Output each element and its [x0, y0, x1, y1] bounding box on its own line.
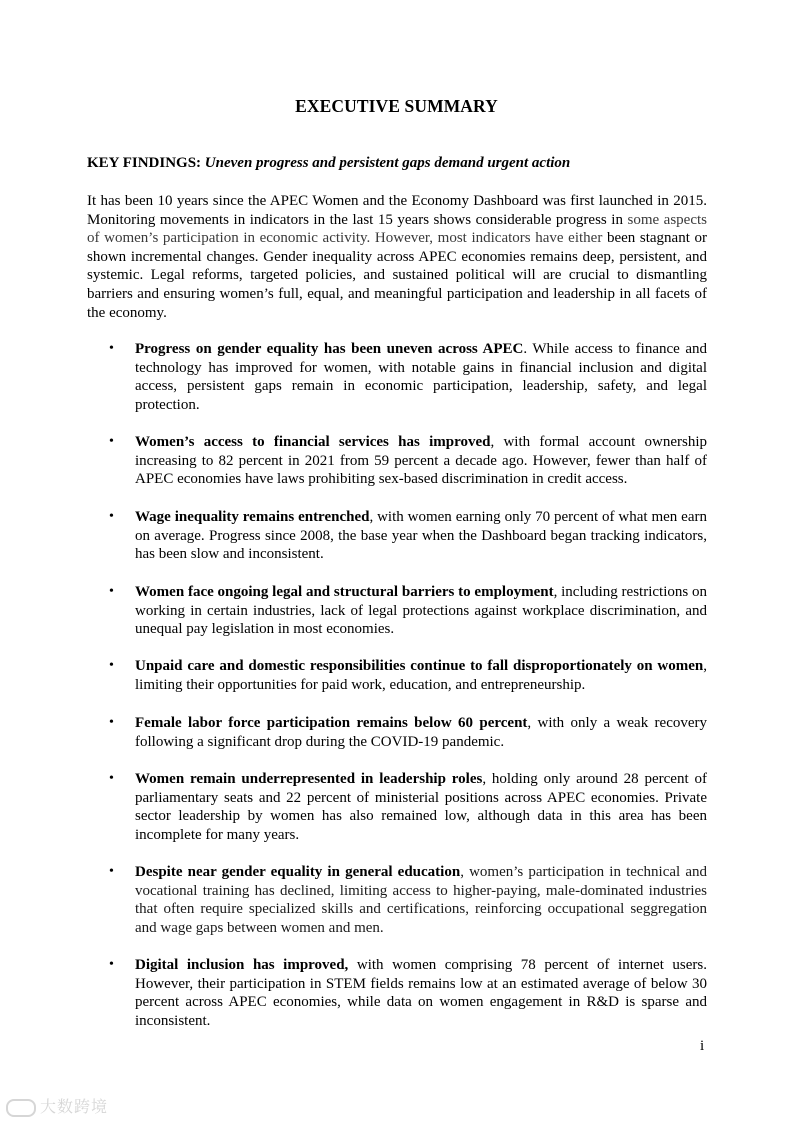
watermark: [6, 1094, 108, 1117]
finding-heading: Women face ongoing legal and structural barriers to employment: [135, 584, 554, 600]
finding-heading: Unpaid care and domestic responsibilities continue to fall disproportionately on women: [135, 658, 704, 674]
bullet-icon: •: [109, 658, 114, 673]
finding-heading: Women’s access to financial services has improved: [135, 434, 491, 450]
intro-text-2: some aspects of women’s participation in economic activity. However, most indicators have either: [87, 211, 707, 247]
intro-text-3: been stagnant or shown incremental changes. Gender inequality across APEC economies remains deep, persistent, and systemic. Legal reforms, targeted policies, and sustained political will are crucial to dismantling barriers and ensuring women’s full, equal, and meaningful participation and leadership in all facets of the economy.: [87, 230, 707, 321]
finding-text: , holding only around 28 percent of parliamentary seats and 22 percent of ministerial positions across APEC economies. Private sector leadership by women has also remained low, although data in this area has been incomplete for many years.: [135, 771, 707, 843]
intro-text-1: It has been 10 years since the APEC Women and the Economy Dashboard was first launched in 2015. Monitoring movements in indicators in the last 15 years shows considerable progress in: [87, 193, 707, 228]
finding-text: with women comprising 78 percent of internet users. However, their participation in STEM fields remains low at an estimated average of below 30 percent across APEC economies, while data on women engagement in R&D is sparse and inconsistent.: [135, 957, 707, 1029]
finding-text: , with only a weak recovery following a significant drop during the COVID-19 pandemic.: [135, 715, 708, 750]
finding-text: , women’s participation in technical and vocational training has declined, limiting access to higher-paying, male-dominated industries that often require specialized skills and certifications, reinforcing occupational seggregation and wage gaps between women and men.: [135, 864, 707, 936]
bullet-icon: •: [109, 715, 114, 730]
bullet-icon: •: [109, 864, 114, 879]
bullet-icon: •: [109, 434, 114, 449]
watermark-text: 大数跨境: [40, 1097, 109, 1116]
bullet-icon: •: [109, 584, 114, 599]
page-number: i: [700, 1038, 705, 1054]
page-title: EXECUTIVE SUMMARY: [295, 96, 498, 116]
key-findings-subtitle: Uneven progress and persistent gaps demand urgent action: [204, 155, 571, 171]
finding-text: , including restrictions on working in certain industries, lack of legal protections against workplace discrimination, and unequal pay legislation in most economies.: [135, 584, 707, 638]
finding-heading: Women remain underrepresented in leadership roles: [135, 771, 483, 787]
finding-text: , limiting their opportunities for paid work, education, and entrepreneurship.: [135, 658, 707, 693]
finding-heading: Female labor force participation remains below 60 percent: [135, 715, 528, 731]
bullet-icon: •: [109, 771, 114, 786]
finding-heading: Progress on gender equality has been uneven across APEC: [135, 341, 524, 357]
finding-heading: Wage inequality remains entrenched: [135, 509, 370, 525]
bullet-icon: •: [109, 509, 114, 524]
key-findings-heading: [87, 155, 707, 172]
finding-heading: Despite near gender equality in general education: [135, 864, 461, 880]
finding-text: , with women earning only 70 percent of what men earn on average. Progress since 2008, the base year when the Dashboard began tracking indicators, has been slow and inconsistent.: [135, 509, 707, 563]
bullet-icon: •: [109, 957, 114, 972]
watermark-logo-icon: [6, 1099, 36, 1117]
finding-text: . While access to finance and technology has improved for women, with notable gains in financial inclusion and digital access, persistent gaps remain in economic participation, leadership, safety, and legal protection.: [135, 341, 707, 413]
bullet-icon: •: [109, 341, 114, 356]
finding-text: , with formal account ownership increasing to 82 percent in 2021 from 59 percent a decade ago. However, fewer than half of APEC economies have laws prohibiting sex-based discrimination in credit access.: [135, 434, 707, 488]
key-findings-label: KEY FINDINGS:: [87, 155, 202, 171]
finding-heading: Digital inclusion has improved,: [135, 957, 349, 973]
intro-paragraph: [87, 192, 707, 322]
